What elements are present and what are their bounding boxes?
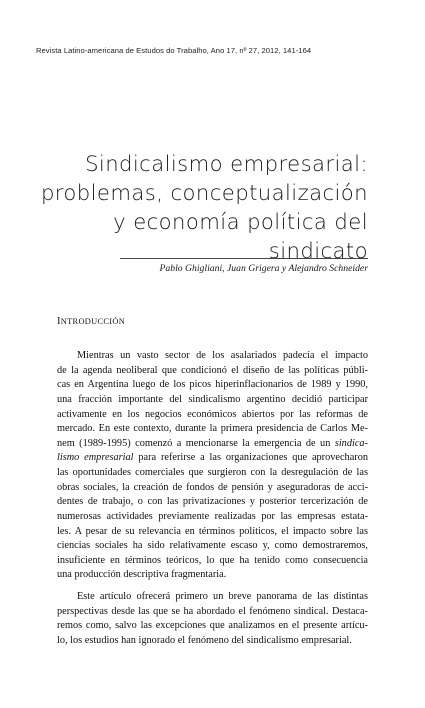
section-heading <box>57 316 125 327</box>
text-line: una fracción importante del sindicalismo argentino decidió participar <box>57 393 368 405</box>
article-title-line: y economía política del <box>113 209 368 234</box>
text-line <box>57 451 368 466</box>
text-line: cas en Argentina luego de los picos hiperinflacionarios de 1989 y 1990, <box>57 379 368 391</box>
text-line: dentes de trabajo, o con las privatizaciones y posterior tercerización de <box>57 496 368 508</box>
emphasis-text: sindica- <box>334 437 368 449</box>
text-line: obras sociales, la creación de fondos de pensión y aseguradoras de acci- <box>57 481 368 493</box>
text-line: una producción descriptiva fragmentaria. <box>57 569 227 581</box>
paragraph <box>57 590 368 649</box>
article-title-line: problemas, conceptualización <box>40 180 368 205</box>
article-authors: Pablo Ghigliani, Juan Grigera y Alejandro Schneider <box>159 263 368 274</box>
text-line: ciencias sociales ha sido relativamente escaso y, como demostraremos, <box>57 540 368 552</box>
article-title-line: Sindicalismo empresarial: <box>85 151 368 176</box>
emphasis-text: lismo empresarial <box>57 452 134 464</box>
text-line: Este artículo ofrecerá primero un breve panorama de las distintas <box>77 591 368 602</box>
text-line: las oportunidades comerciales que surgieron con la desregulación de las <box>57 467 368 478</box>
article-title <box>28 149 368 265</box>
text-line: perspectivas desde las que se ha abordado el fenómeno sindical. Destaca- <box>57 605 368 617</box>
text-line: mercado. En este contexto, durante la primera presidencia de Carlos Me- <box>57 423 368 435</box>
text-line: remos como, salvo las excepciones que analizamos en el presente artícu- <box>57 620 368 632</box>
text-line <box>57 437 368 452</box>
section-heading-initial: I <box>57 316 61 327</box>
text-segment: para referirse a las organizaciones que aprovecharon <box>138 452 368 464</box>
text-line: Mientras un vasto sector de los asalariados padecía el impacto <box>77 350 368 361</box>
text-segment: nem (1989-1995) comenzó a mencionarse la emergencia de un <box>57 437 331 449</box>
article-body <box>57 349 368 649</box>
text-line: lo, los estudios han ignorado el fenómeno del sindicalismo empresarial. <box>57 634 352 646</box>
journal-running-header: Revista Latino-americana de Estudos do Trabalho, Ano 17, nº 27, 2012, 141-164 <box>36 46 312 55</box>
title-divider <box>120 258 368 259</box>
article-title-line: sindicato <box>268 238 368 263</box>
text-line: les. A pesar de su relevancia en términos políticos, el impacto sobre las <box>57 525 368 537</box>
paragraph <box>57 349 368 583</box>
text-line: numerosas actividades previamente realizadas por las empresas estata- <box>57 510 368 522</box>
paragraph-spacer <box>57 583 368 590</box>
text-line: activamente en los negocios económicos abiertos por las reformas de <box>57 408 368 420</box>
text-line: insuficiente en términos teóricos, lo que ha tenido como consecuencia <box>57 554 368 566</box>
text-line: de la agenda neoliberal que condicionó el diseño de las políticas públi- <box>57 364 368 376</box>
section-heading-rest: NTRODUCCIÓN <box>60 317 126 326</box>
